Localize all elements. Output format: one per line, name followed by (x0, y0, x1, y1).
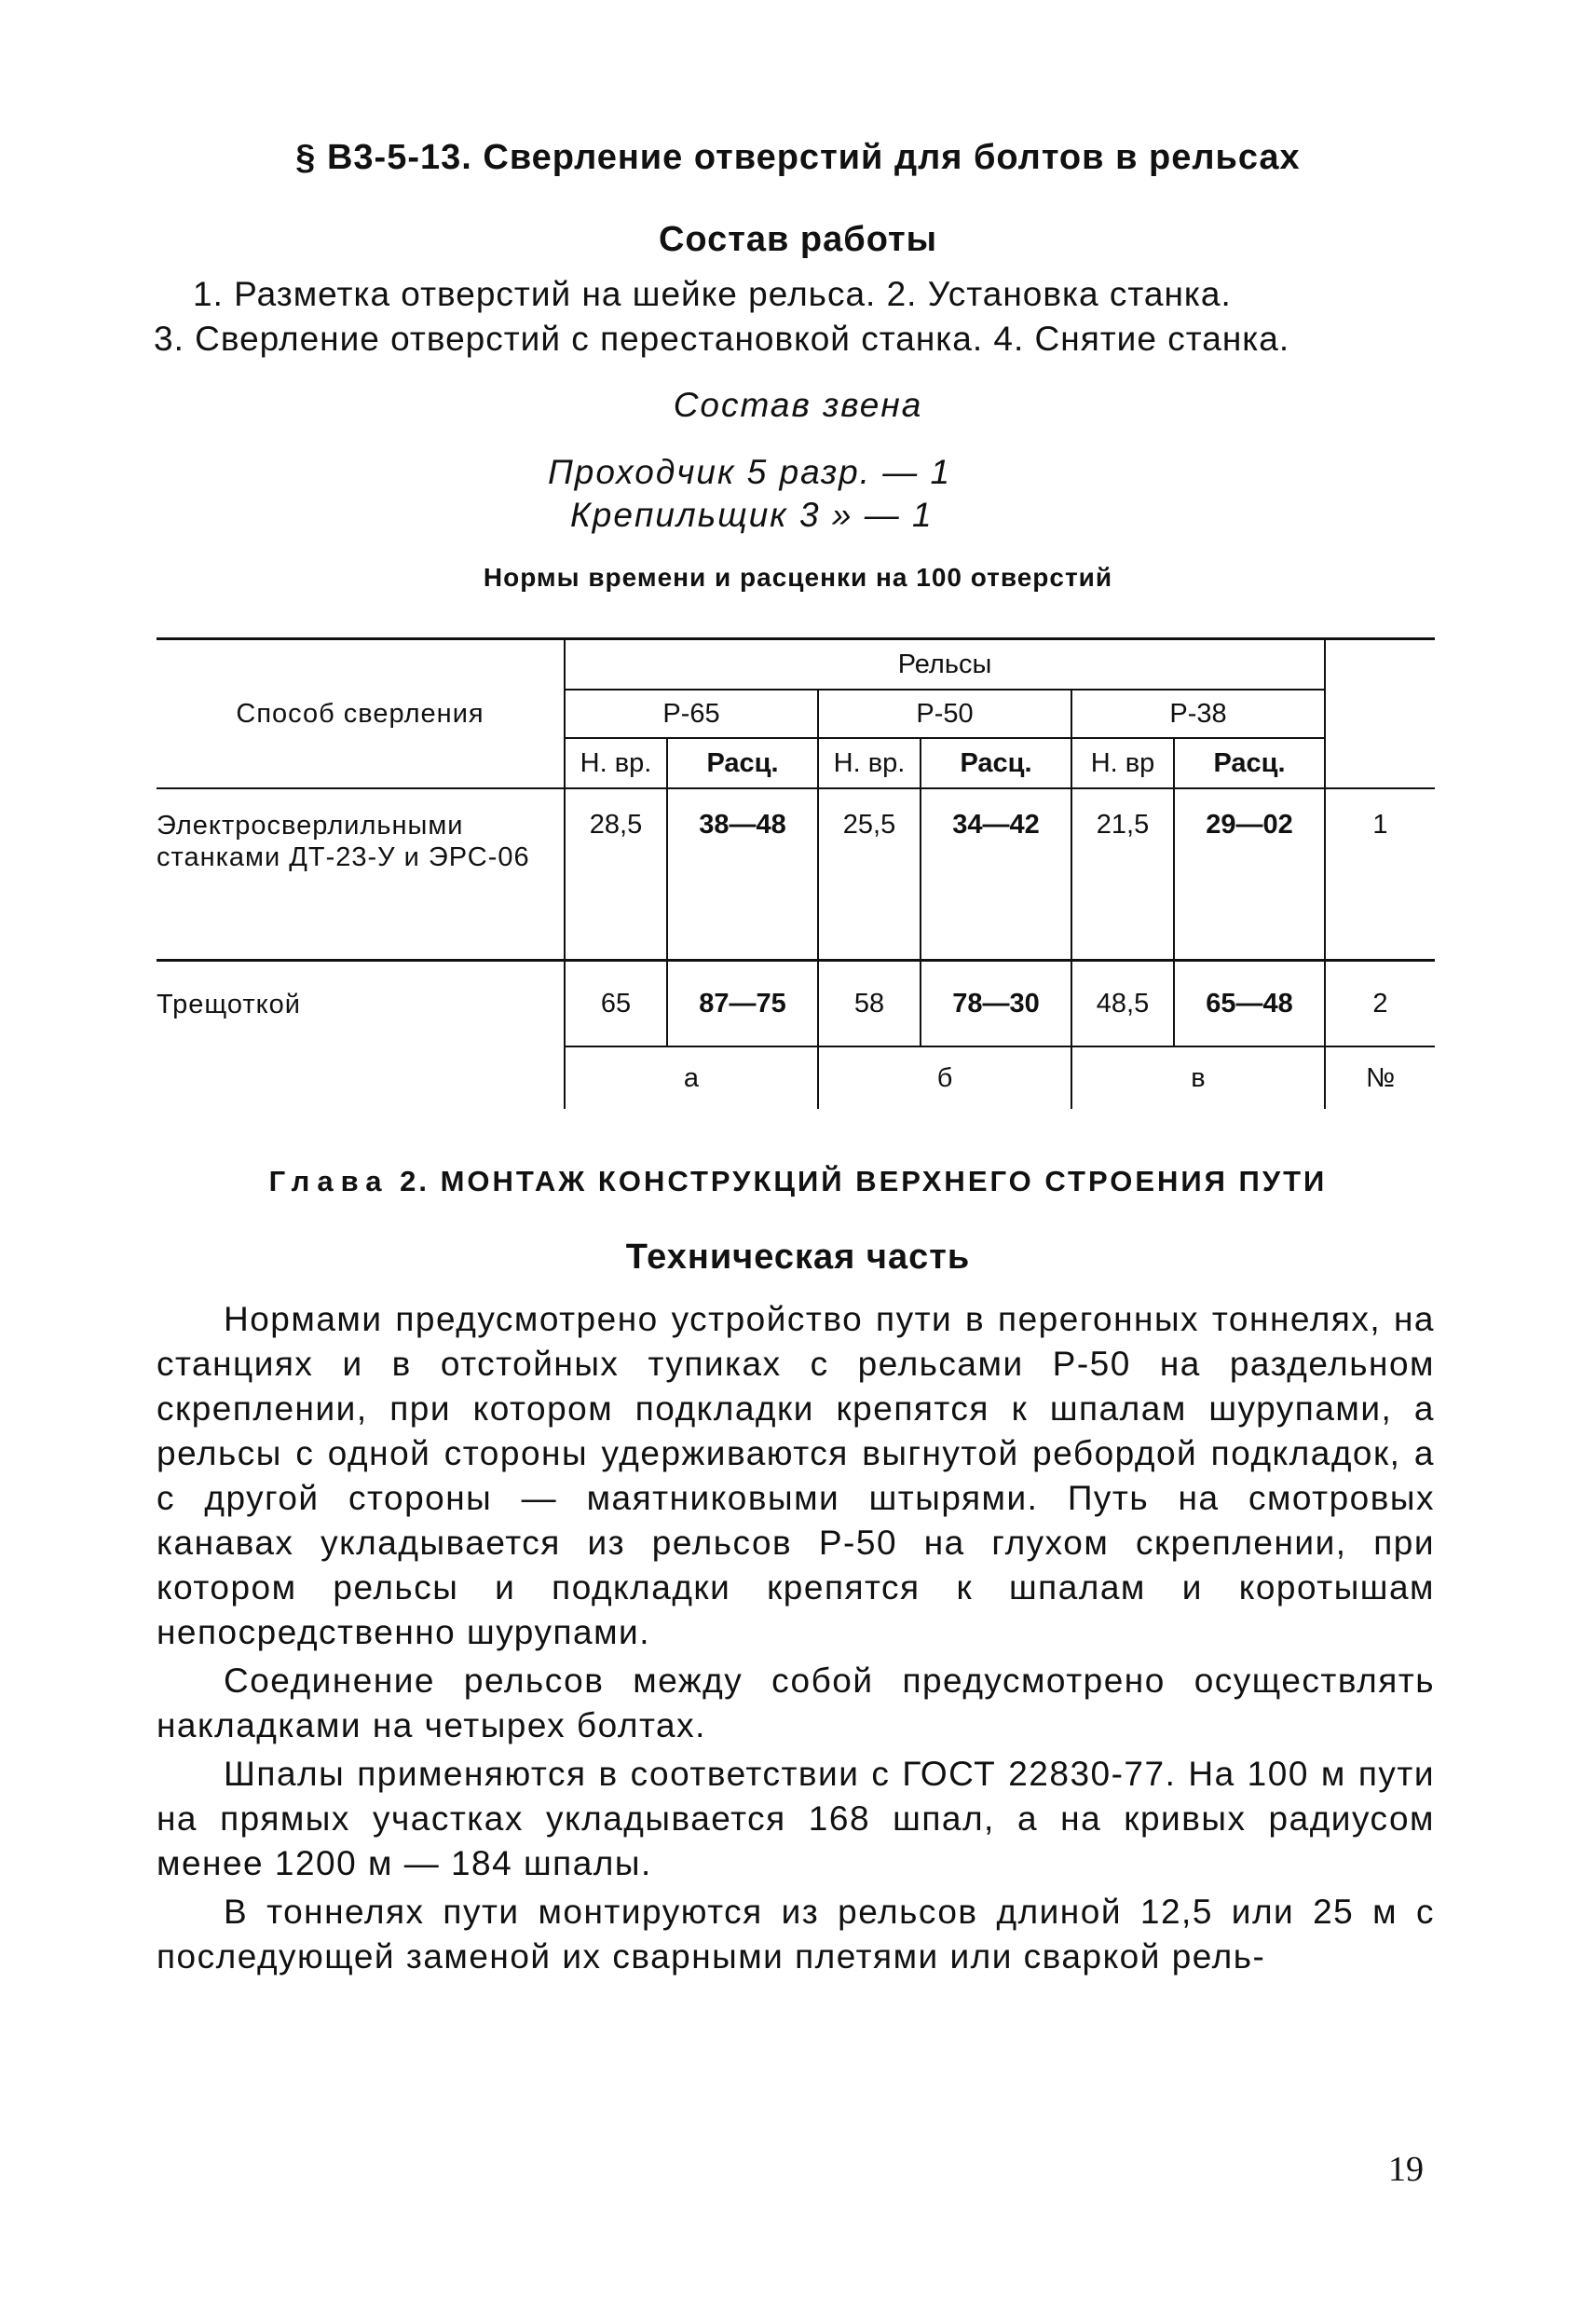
footer-label: № (1325, 1046, 1435, 1109)
crew-line-1: Проходчик 5 разр. — 1 (548, 453, 952, 491)
sub-header: Расц. (921, 738, 1071, 788)
value-cell: 48,5 (1071, 961, 1174, 1047)
value-cell: 87—75 (667, 961, 818, 1047)
paragraph: Шпалы применяются в соответствии с ГОСТ 22830-77. На 100 м пути на прямых участках укладывается 168 шпал, а на кривых радиусом менее 1200 м — 184 шпалы. (157, 1755, 1435, 1882)
value-cell: 34—42 (921, 788, 1071, 961)
work-line-2: 3. Сверление отверстий с перестановкой станка. 4. Снятие станка. (154, 320, 1290, 358)
sub-header: Расц. (1174, 738, 1325, 788)
sub-header: Н. вр. (565, 738, 667, 788)
rails-header: Рельсы (565, 639, 1325, 691)
table-footer-row (157, 1046, 1435, 1109)
value-cell: 58 (818, 961, 921, 1047)
norms-table (157, 637, 1435, 1109)
crew-title: Состав звена (673, 386, 923, 424)
rail-type: Р-65 (565, 690, 818, 738)
num-header-cell (1325, 639, 1435, 789)
table-row (157, 788, 1435, 961)
work-line-1: 1. Разметка отверстий на шейке рельса. 2. Установка станка. (193, 275, 1232, 313)
chapter-title: 2. МОНТАЖ КОНСТРУКЦИЙ ВЕРХНЕГО СТРОЕНИЯ ПУТИ (400, 1165, 1328, 1197)
rail-type: Р-50 (818, 690, 1071, 738)
footer-empty-cell (157, 1046, 565, 1109)
value-cell: 65 (565, 961, 667, 1047)
crew-list (548, 451, 951, 537)
value-cell: 25,5 (818, 788, 921, 961)
footer-label: а (565, 1046, 818, 1109)
sub-header: Расц. (667, 738, 818, 788)
table-row (157, 961, 1435, 1047)
value-cell: 78—30 (921, 961, 1071, 1047)
crew-line-2: Крепильщик 3 » — 1 (570, 496, 934, 534)
value-cell: 28,5 (565, 788, 667, 961)
chapter-prefix: Глава (268, 1165, 389, 1197)
value-cell: 65—48 (1174, 961, 1325, 1047)
technical-part-title: Техническая часть (625, 1238, 971, 1277)
paragraph: В тоннелях пути монтируются из рельсов длиной 12,5 или 25 м с последующей заменой их сварными плетями или сваркой рель- (157, 1893, 1435, 1976)
section-title: § В3-5-13. Сверление отверстий для болтов в рельсах (295, 138, 1301, 177)
body-text (157, 1297, 1435, 1983)
work-composition-title: Состав работы (658, 220, 938, 259)
page-number: 19 (1388, 2150, 1424, 2189)
footer-label: в (1071, 1046, 1325, 1109)
paragraph: Нормами предусмотрено устройство пути в перегонных тоннелях, на станциях и в отстойных тупиках с рельсами Р-50 на раздельном скреплении, при котором подкладки крепятся к шпалам шурупами, а рельсы с одной стороны удерживаются выгнутой ребордой подкладок, а с другой стороны — маятниковыми штырями. Путь на смотровых канавах укладывается из рельсов Р-50 на глухом скреплении, при котором рельсы и подкладки крепятся к шпалам и коротышам непосредственно шурупами. (157, 1300, 1435, 1651)
rail-type: Р-38 (1071, 690, 1325, 738)
method-header: Способ сверления (157, 639, 565, 789)
method-cell: Трещоткой (157, 961, 565, 1047)
method-cell: Электросверлильными станками ДТ-23-У и ЭРС-06 (157, 788, 565, 961)
value-cell: 21,5 (1071, 788, 1174, 961)
work-composition-text (154, 272, 1439, 362)
row-number: 1 (1325, 788, 1435, 961)
value-cell: 29—02 (1174, 788, 1325, 961)
sub-header: Н. вр (1071, 738, 1174, 788)
chapter-heading (0, 1165, 1596, 1198)
row-number: 2 (1325, 961, 1435, 1047)
footer-label: б (818, 1046, 1071, 1109)
sub-header: Н. вр. (818, 738, 921, 788)
value-cell: 38—48 (667, 788, 818, 961)
norms-title: Нормы времени и расценки на 100 отверстий (483, 563, 1113, 592)
paragraph: Соединение рельсов между собой предусмотрено осуществлять накладками на четырех болтах. (157, 1661, 1435, 1744)
